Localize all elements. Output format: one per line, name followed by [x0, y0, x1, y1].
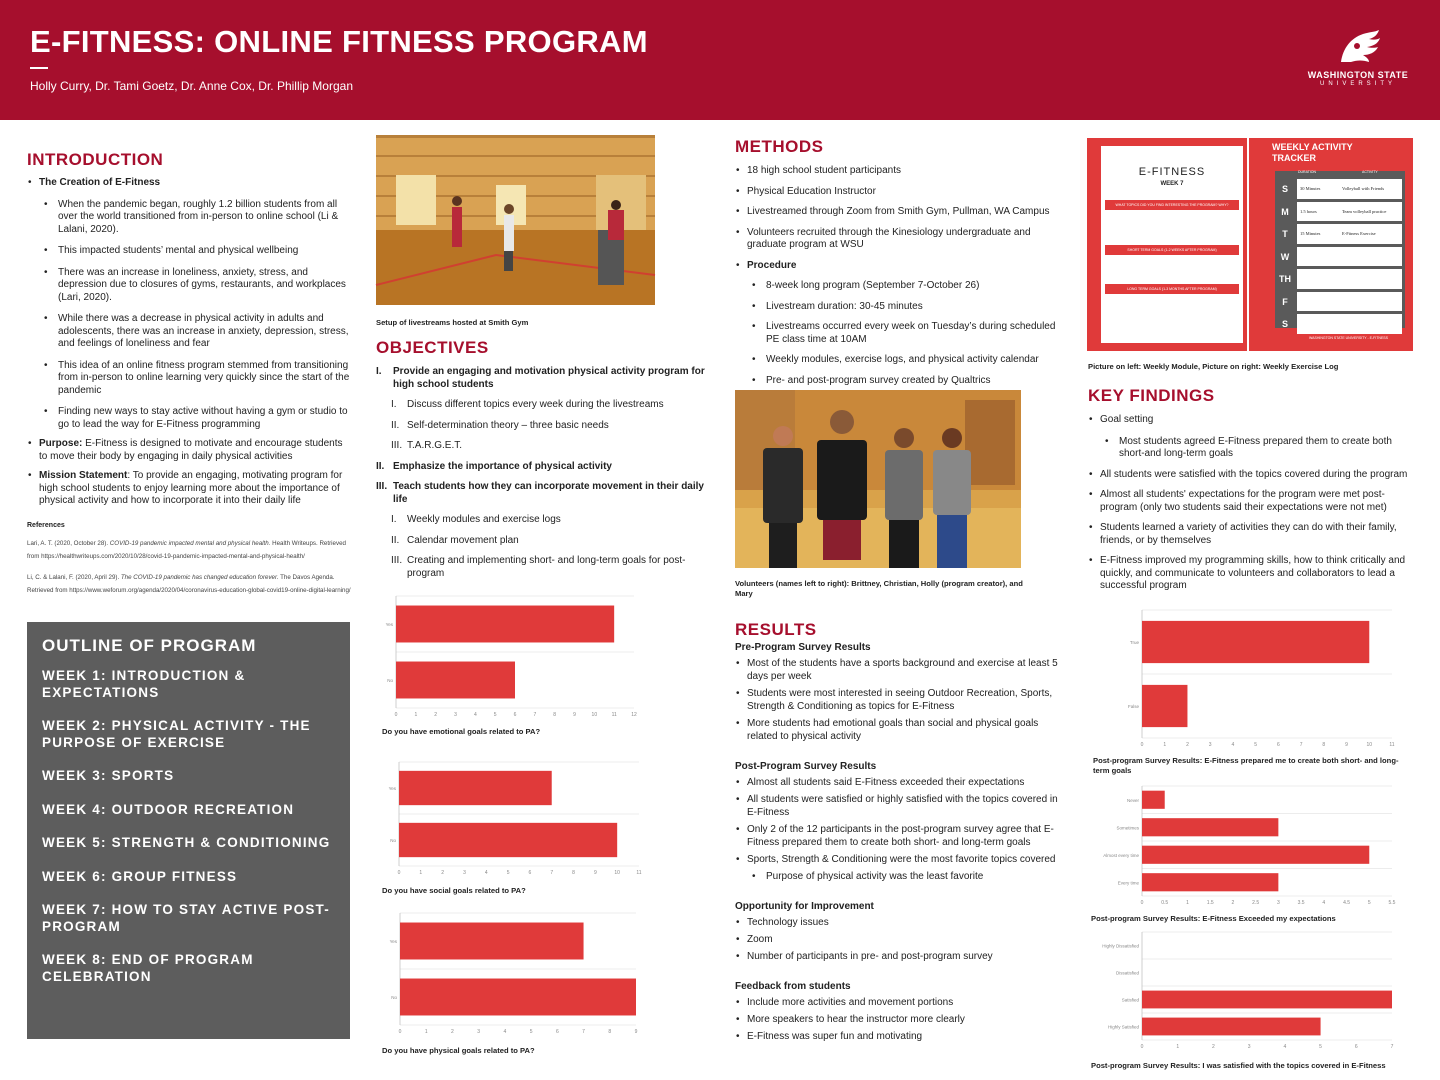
emotional-goals-chart	[378, 590, 637, 720]
tick-label: 0.5	[1161, 900, 1169, 906]
tick-label: 3	[1276, 900, 1280, 906]
satisfied-title: Post-program Survey Results: I was satisfied with the topics covered in E-Fitness	[1091, 1061, 1386, 1070]
physical-goals-chart	[378, 908, 638, 1038]
photo1-caption: Setup of livestreams hosted at Smith Gym	[376, 318, 529, 327]
tracker-activity: Team volleyball practice	[1342, 208, 1387, 214]
intro-bullet: • This idea of an online fitness program stemmed from transitioning from in-person to online learning very quickly since the start of the pandemic	[43, 360, 352, 398]
category-label: True	[1129, 640, 1139, 645]
goals-prepared-title: Post-program Survey Results: E-Fitness prepared me to create both short- and long-term goals	[1093, 756, 1399, 775]
authors: Holly Curry, Dr. Tami Goetz, Dr. Anne Cox, Dr. Phillip Morgan	[30, 79, 353, 93]
tick-label: 7	[533, 712, 537, 718]
tracker-cell	[1297, 269, 1402, 289]
procedure-bullet: • Livestream duration: 30-45 minutes	[751, 301, 1065, 314]
tracker-day: M	[1281, 206, 1289, 217]
category-label: False	[1127, 704, 1139, 709]
methods-bullet: • Livestreamed through Zoom from Smith Gym, Pullman, WA Campus	[735, 206, 1065, 219]
tracker-day: F	[1282, 296, 1288, 307]
outline-week: WEEK 3: SPORTS	[42, 768, 175, 783]
post-survey-heading: Post-Program Survey Results	[735, 761, 877, 772]
bar-chart-svg	[1092, 782, 1396, 906]
bar	[1142, 791, 1165, 809]
objective-sub-text: Creating and implementing short- and long-term goals for post-program	[407, 555, 686, 579]
module-question-3: LONG TERM GOALS (1-3 MONTHS AFTER PROGRAM)	[1105, 284, 1239, 294]
references-heading: References	[27, 521, 65, 529]
category-label: Satisfied	[1121, 997, 1139, 1003]
tick-label: 1	[419, 870, 423, 876]
findings-bullet: • E-Fitness improved my programming skills, how to think critically and quickly, and communicate to volunteers and collaborators to lead a successful program	[1088, 555, 1413, 593]
objective-sub	[376, 535, 706, 548]
ref1-author: Lari, A. T. (2020, October 28).	[27, 539, 110, 547]
objective-num: III.	[376, 481, 388, 492]
methods-bullet: • Physical Education Instructor	[735, 186, 1065, 199]
feedback-bullet: • E-Fitness was super fun and motivating	[735, 1030, 1065, 1043]
bar-chart-svg	[1092, 932, 1394, 1052]
ref2-source: The Davos Agenda. Retrieved from https://www.weforum.org/agenda/2020/04/coronavirus-education-global-covid19-online-digital-learning/	[27, 573, 351, 594]
tick-label: 2	[1212, 1044, 1215, 1050]
objective-sub	[376, 555, 706, 580]
outline-week: WEEK 1: INTRODUCTION & EXPECTATIONS	[42, 668, 246, 700]
title-rule	[30, 67, 48, 69]
tick-label: 6	[1276, 742, 1280, 748]
tick-label: 1.5	[1206, 900, 1214, 906]
procedure-label: Procedure	[747, 259, 797, 271]
satisfied-chart	[1092, 932, 1394, 1057]
objective-sub-num: III.	[391, 440, 403, 451]
tick-label: 10	[1366, 742, 1373, 748]
objective-text: Provide an engaging and motivation physical activity program for high school students	[393, 366, 705, 390]
objective-sub	[376, 420, 706, 433]
category-label: Yes	[389, 939, 397, 944]
bar	[1142, 991, 1392, 1009]
tracker-cell	[1297, 247, 1402, 267]
tick-label: 8	[553, 712, 557, 718]
findings-bullet: • Almost all students' expectations for the program were met post-program (only two students said their expectations were not met)	[1088, 489, 1413, 514]
objective-item	[376, 481, 706, 506]
objective-text: Emphasize the importance of physical activity	[393, 460, 612, 472]
purpose-item	[27, 438, 352, 463]
improvement-bullet: • Technology issues	[735, 916, 1065, 929]
objective-sub	[376, 514, 706, 527]
objectives-heading: OBJECTIVES	[376, 338, 489, 357]
tick-label: 5.5	[1388, 900, 1396, 906]
objective-sub-text: Calendar movement plan	[407, 534, 519, 546]
ref2-author: Li, C. & Lalani, F. (2020, April 29).	[27, 573, 121, 581]
tick-label: 1	[1186, 900, 1189, 906]
improvement-bullet: • Zoom	[735, 933, 1065, 946]
physical-chart-title: Do you have physical goals related to PA?	[382, 1046, 535, 1055]
objective-sub-num: III.	[391, 555, 403, 566]
objective-sub-text: Discuss different topics every week during the livestreams	[407, 399, 664, 410]
ref1-title: COVID-19 pandemic impacted mental and physical health.	[109, 539, 271, 547]
outline-week: WEEK 8: END OF PROGRAM CELEBRATION	[42, 952, 254, 984]
category-label: Highly Dissatisfied	[1102, 943, 1139, 949]
purpose-label: Purpose:	[39, 438, 83, 449]
methods-section	[735, 120, 1065, 387]
objective-sub	[376, 440, 706, 453]
procedure-bullet: • Pre- and post-program survey created by Qualtrics	[751, 375, 1065, 388]
tracker-cell	[1297, 224, 1402, 244]
volunteers-photo	[735, 390, 1021, 568]
outline-week: WEEK 2: PHYSICAL ACTIVITY - THE PURPOSE OF EXERCISE	[42, 718, 311, 750]
tick-label: 4	[473, 712, 477, 718]
tick-label: 9	[593, 870, 597, 876]
key-findings-section	[1088, 386, 1413, 593]
tick-label: 4	[1322, 900, 1326, 906]
module-question-2: SHORT TERM GOALS (1-2 WEEKS AFTER PROGRAM)	[1105, 245, 1239, 255]
tick-label: 7	[582, 1029, 585, 1035]
tick-label: 5	[493, 712, 497, 718]
tracker-duration: 30 Minutes	[1300, 186, 1321, 192]
tick-label: 9	[634, 1029, 638, 1035]
bar-chart-svg	[378, 758, 642, 876]
tick-label: 3	[454, 712, 457, 718]
methods-bullet: • 18 high school student participants	[735, 165, 1065, 178]
category-label: No	[387, 678, 393, 683]
poster-title: E-FITNESS: ONLINE FITNESS PROGRAM	[30, 24, 648, 59]
category-label: Almost every time	[1103, 852, 1139, 858]
results-bullet: • All students were satisfied or highly satisfied with the topics covered in E-Fitness	[735, 793, 1065, 819]
tick-label: 11	[636, 870, 642, 876]
tick-label: 6	[528, 870, 532, 876]
tick-label: 1	[414, 712, 418, 718]
results-bullet: • Only 2 of the 12 participants in the post-program survey agree that E-Fitness prepared them to create both short- and long-term goals	[735, 823, 1065, 849]
results-section	[735, 620, 1065, 1043]
findings-sub-bullet: • Most students agreed E-Fitness prepared them to create both short-and long-term goals	[1104, 436, 1413, 461]
tick-label: 4	[484, 870, 488, 876]
mission-item	[27, 470, 352, 508]
tick-label: 1	[424, 1029, 428, 1035]
results-bullet: • Students were most interested in seeing Outdoor Recreation, Sports, Strength & Conditioning as topics for E-Fitness	[735, 687, 1065, 713]
tracker-cell	[1297, 314, 1402, 334]
pre-survey-heading: Pre-Program Survey Results	[735, 642, 871, 653]
mission-text: : To provide an engaging, motivating program for high school students to enjoy learning more about the importance of physical activity and how to incorporate it into their daily life	[39, 470, 343, 506]
tick-label: 0	[1140, 1044, 1144, 1050]
tracker-title: WEEKLY ACTIVITY TRACKER	[1272, 142, 1353, 163]
creation-label: The Creation of E-Fitness	[39, 177, 161, 188]
tick-label: 7	[550, 870, 554, 876]
tick-label: 6	[513, 712, 517, 718]
module-brand: E-FITNESS	[1138, 166, 1206, 178]
improvement-bullet: • Number of participants in pre- and post-program survey	[735, 950, 1065, 963]
expectations-title: Post-program Survey Results: E-Fitness Exceeded my expectations	[1091, 914, 1336, 923]
procedure-bullet: • Weekly modules, exercise logs, and physical activity calendar	[751, 354, 1065, 367]
tick-label: 11	[1389, 742, 1395, 748]
tick-label: 3	[463, 870, 466, 876]
results-bullet: • Almost all students said E-Fitness exceeded their expectations	[735, 776, 1065, 789]
objective-sub-num: II.	[391, 534, 400, 546]
bar	[400, 979, 636, 1016]
results-bullet: • Most of the students have a sports background and exercise at least 5 days per week	[735, 657, 1065, 683]
gym-livestream-photo	[376, 135, 655, 305]
tick-label: 6	[555, 1029, 559, 1035]
improvement-heading: Opportunity for Improvement	[735, 901, 874, 912]
university-logo	[1306, 26, 1410, 87]
category-label: Yes	[388, 786, 396, 791]
tick-label: 1	[1163, 742, 1167, 748]
tick-label: 5	[506, 870, 510, 876]
category-label: Dissatisfied	[1115, 970, 1139, 976]
tracker-footer: WASHINGTON STATE UNIVERSITY - E-FITNESS	[1309, 336, 1388, 340]
tick-label: 4.5	[1343, 900, 1351, 906]
tick-label: 0	[394, 712, 398, 718]
results-bullet-text: Sports, Strength & Conditioning were the most favorite topics covered	[747, 854, 1056, 865]
tick-label: 11	[611, 712, 617, 718]
tracker-cell	[1297, 179, 1402, 199]
ref1-source: Health Writeups. Retrieved from https://healthwriteups.com/2020/10/28/covid-19-pandemic-impacted-mental-and-physical-health/	[27, 539, 346, 560]
results-sub-bullet: • Purpose of physical activity was the least favorite	[751, 870, 1065, 883]
methods-heading: METHODS	[735, 137, 824, 156]
tick-label: 3.5	[1297, 900, 1305, 906]
tick-label: 5	[1319, 1044, 1322, 1050]
tick-label: 8	[1322, 742, 1326, 748]
tracker-activity: Volleyball with Friends	[1342, 186, 1385, 192]
intro-bullet: • There was an increase in loneliness, anxiety, stress, and depression due to closures of gyms, restaurants, and workplaces (Lari, 2020).	[43, 267, 352, 305]
tracker-col-activity: ACTIVITY	[1362, 170, 1378, 174]
tick-label: 2	[1186, 742, 1189, 748]
objective-num: I.	[376, 366, 382, 377]
introduction-heading: INTRODUCTION	[27, 150, 164, 169]
module-week: WEEK 7	[1160, 181, 1184, 187]
expectations-chart	[1092, 782, 1396, 911]
tick-label: 0	[1140, 742, 1144, 748]
tick-label: 4	[1283, 1044, 1287, 1050]
feedback-bullet: • Include more activities and movement portions	[735, 996, 1065, 1009]
outline-week: WEEK 7: HOW TO STAY ACTIVE POST-PROGRAM	[42, 902, 330, 934]
ref2-title: The COVID-19 pandemic has changed education forever.	[120, 573, 279, 581]
tick-label: 7	[1390, 1044, 1394, 1050]
tick-label: 2	[451, 1029, 454, 1035]
outline-heading: OUTLINE OF PROGRAM	[42, 636, 257, 655]
intro-bullet: • Finding new ways to stay active without having a gym or studio to go to lead the way for E-Fitness programming	[43, 406, 352, 431]
tracker-duration: 15 Minutes	[1300, 231, 1321, 237]
tick-label: 9	[1345, 742, 1348, 748]
procedure-item	[735, 260, 1065, 388]
objective-num: II.	[376, 460, 385, 472]
social-chart-title: Do you have social goals related to PA?	[382, 886, 526, 895]
bar	[400, 923, 584, 960]
bar	[396, 662, 515, 699]
module-question-1: WHAT TOPICS DID YOU FIND INTERESTING THE PROGRAM? WHY?	[1105, 200, 1239, 210]
reference-2	[27, 571, 352, 597]
reference-1	[27, 537, 352, 563]
photo2-caption: Volunteers (names left to right): Brittney, Christian, Holly (program creator), and Mary	[735, 579, 1023, 598]
intro-bullet: • When the pandemic began, roughly 1.2 billion students from all over the world transitioned from in-person to online school (Li & Lalani, 2020).	[43, 199, 352, 237]
objective-item	[376, 366, 706, 391]
tick-label: 2	[441, 870, 445, 876]
tick-label: 10	[591, 712, 598, 718]
mission-label: Mission Statement	[39, 470, 128, 481]
tracker-col-duration: DURATION	[1298, 170, 1317, 174]
tick-label: 9	[573, 712, 576, 718]
tracker-day: TH	[1279, 274, 1291, 285]
objective-sub-num: I.	[391, 399, 397, 410]
tick-label: 3	[1208, 742, 1212, 748]
procedure-bullet: • 8-week long program (September 7-October 26)	[751, 280, 1065, 293]
findings-bullet	[1088, 414, 1413, 461]
key-findings-heading: KEY FINDINGS	[1088, 386, 1215, 405]
bar	[1142, 846, 1369, 864]
tracker-day: S	[1281, 319, 1288, 330]
tick-label: 4	[503, 1029, 507, 1035]
feedback-heading: Feedback from students	[735, 981, 851, 992]
objective-item	[376, 461, 706, 474]
tick-label: 3	[477, 1029, 481, 1035]
category-label: No	[390, 838, 396, 843]
tick-label: 10	[614, 870, 620, 876]
logo-line2: UNIVERSITY	[1319, 81, 1396, 87]
weekly-module-page	[1101, 146, 1243, 343]
tick-label: 5	[1254, 742, 1258, 748]
bar	[399, 823, 617, 857]
tick-label: 4	[1231, 742, 1235, 748]
tick-label: 7	[1299, 742, 1303, 748]
results-heading: RESULTS	[735, 620, 817, 639]
intro-bullet: • While there was a decrease in physical activity in adults and adolescents, there was an increase in anxiety, depression, stress, and feelings of loneliness and fear	[43, 313, 352, 351]
outline-week: WEEK 5: STRENGTH & CONDITIONING	[42, 835, 331, 850]
objective-sub-text: Weekly modules and exercise logs	[407, 514, 561, 525]
tick-label: 8	[572, 870, 575, 876]
objective-text: Teach students how they can incorporate movement in their daily life	[393, 481, 704, 505]
introduction-section	[27, 120, 352, 597]
tracker-cell	[1297, 202, 1402, 222]
objective-sub-num: II.	[391, 419, 400, 431]
category-label: No	[391, 995, 397, 1000]
social-goals-chart	[378, 758, 642, 881]
results-bullet	[735, 853, 1065, 883]
tick-label: 1	[1176, 1044, 1180, 1050]
bar	[1142, 873, 1278, 891]
emotional-chart-title: Do you have emotional goals related to PA?	[382, 727, 541, 736]
outline-week: WEEK 4: OUTDOOR RECREATION	[42, 801, 295, 817]
bar	[1142, 1018, 1321, 1036]
tick-label: 2	[1231, 900, 1235, 906]
purpose-text: E-Fitness is designed to motivate and encourage students to move their body by engaging in daily physical activities	[39, 438, 343, 462]
objective-sub-text: Self-determination theory – three basic needs	[407, 419, 609, 431]
objective-sub-text: T.A.R.G.E.T.	[407, 440, 463, 451]
tick-label: 6	[1354, 1044, 1358, 1050]
outline-box	[27, 622, 350, 1039]
objective-sub	[376, 399, 706, 412]
bar-chart-svg	[378, 590, 637, 718]
procedure-bullet: • Livestreams occurred every week on Tuesday’s during scheduled PE class time at 10AM	[751, 321, 1065, 346]
bar	[1142, 818, 1278, 836]
tick-label: 5	[1367, 900, 1371, 906]
results-bullet: • More students had emotional goals than social and physical goals related to physical activity	[735, 717, 1065, 743]
methods-bullet: • Volunteers recruited through the Kinesiology undergraduate and graduate program at WSU	[735, 227, 1065, 252]
tracker-day: S	[1281, 184, 1288, 195]
weekly-tracker-image	[1087, 138, 1413, 351]
tick-label: 12	[631, 712, 637, 718]
objectives-list	[376, 366, 706, 580]
category-label: Yes	[385, 622, 393, 627]
bar-chart-svg	[378, 908, 638, 1035]
feedback-bullet: • More speakers to hear the instructor more clearly	[735, 1013, 1065, 1026]
findings-bullet: • Students learned a variety of activities they can do with their family, friends, or by themselves	[1088, 522, 1413, 547]
tick-label: 2.5	[1252, 900, 1260, 906]
tick-label: 0	[1140, 900, 1144, 906]
creation-item	[27, 177, 352, 431]
outline-week: WEEK 6: GROUP FITNESS	[42, 868, 238, 884]
tracker-cell	[1297, 292, 1402, 312]
category-label: Sometimes	[1116, 825, 1139, 831]
tick-label: 2	[434, 712, 438, 718]
findings-bullet: • All students were satisfied with the topics covered during the program	[1088, 469, 1413, 482]
tracker-duration: 1.5 hours	[1300, 208, 1317, 214]
tracker-day: T	[1282, 229, 1288, 240]
bar	[1142, 621, 1369, 663]
category-label: Every time	[1117, 880, 1139, 886]
tick-label: 3	[1247, 1044, 1251, 1050]
goals-prepared-chart	[1092, 610, 1395, 755]
tracker-activity: E-Fitness Exercise	[1342, 231, 1376, 237]
poster-header	[0, 0, 1440, 120]
tick-label: 0	[398, 1029, 402, 1035]
tick-label: 0	[397, 870, 401, 876]
cougar-head-icon	[1333, 26, 1383, 68]
category-label: Highly Satisfied	[1107, 1024, 1139, 1030]
category-label: Never	[1126, 797, 1139, 803]
tracker-day: W	[1280, 251, 1290, 262]
bar	[396, 606, 614, 643]
findings-goal-label: Goal setting	[1100, 414, 1154, 425]
objective-sub-num: I.	[391, 514, 397, 525]
tick-label: 5	[529, 1029, 533, 1035]
tracker-caption: Picture on left: Weekly Module, Picture on right: Weekly Exercise Log	[1088, 362, 1339, 371]
bar	[399, 771, 552, 805]
logo-line1: WASHINGTON STATE	[1307, 70, 1409, 80]
tick-label: 8	[608, 1029, 612, 1035]
bar-chart-svg	[1092, 610, 1395, 750]
bar	[1142, 685, 1187, 727]
intro-bullet: • This impacted students’ mental and physical wellbeing	[43, 245, 352, 258]
